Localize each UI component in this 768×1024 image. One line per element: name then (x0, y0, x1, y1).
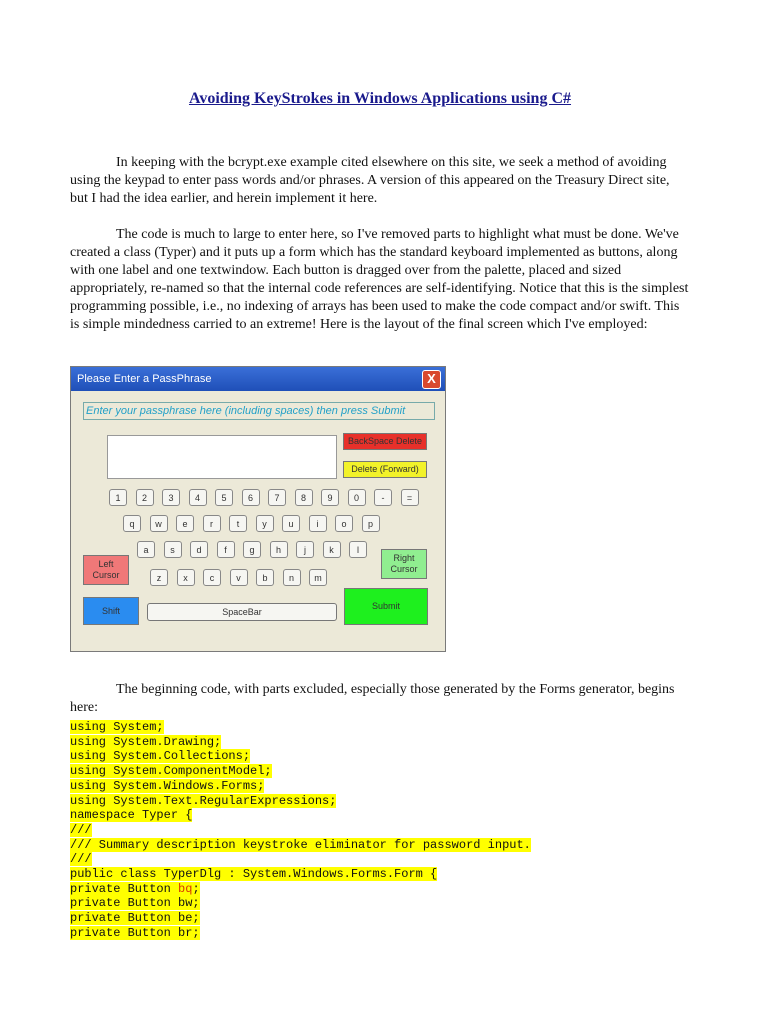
dialog-textwindow (107, 435, 337, 479)
close-icon: X (422, 370, 441, 389)
paragraph-intro: In keeping with the bcrypt.exe example cited elsewhere on this site, we seek a method of avoiding using the keypad to enter pass words and/or phrases. A version of this appeared on the Treasury Direct site, but I had the idea earlier, and herein implement it here. (70, 155, 670, 206)
key-9: 9 (321, 489, 339, 506)
backspace-button: BackSpace Delete (343, 433, 427, 450)
spacebar-button: SpaceBar (147, 603, 337, 621)
shift-button: Shift (83, 597, 139, 625)
code-line: /// (70, 822, 92, 837)
key-c: c (203, 569, 221, 586)
key-o: o (335, 515, 353, 532)
code-line: using System.Collections; (70, 749, 251, 764)
key-w: w (150, 515, 168, 532)
dialog-prompt-label: Enter your passphrase here (including spaces) then press Submit (83, 402, 435, 420)
code-line: /// Summary description keystroke eliminator for password input. (70, 837, 531, 852)
key-l: l (349, 541, 367, 558)
key-b: b (256, 569, 274, 586)
key-1: 1 (109, 489, 127, 506)
key-f: f (217, 541, 235, 558)
page-title: Avoiding KeyStrokes in Windows Applications using C# (188, 90, 572, 107)
code-line: private Button bw; (70, 896, 200, 911)
key-e: e (176, 515, 194, 532)
key-u: u (282, 515, 300, 532)
key-k: k (323, 541, 341, 558)
key-q: q (123, 515, 141, 532)
code-line: private Button bq; (70, 881, 200, 896)
left-cursor-button: Left Cursor (83, 555, 129, 585)
code-line: public class TyperDlg : System.Windows.Forms.Form { (70, 867, 438, 882)
key-a: a (137, 541, 155, 558)
code-line: using System.Windows.Forms; (70, 778, 265, 793)
code-line: using System; (70, 720, 164, 734)
code-line: using System.ComponentModel; (70, 764, 272, 779)
key-4: 4 (189, 489, 207, 506)
passphrase-dialog-image (70, 366, 446, 652)
code-line: private Button be; (70, 911, 200, 926)
key-5: 5 (215, 489, 233, 506)
dialog-title: Please Enter a PassPhrase (77, 373, 212, 385)
key-v: v (230, 569, 248, 586)
key-x: x (177, 569, 195, 586)
dialog-titlebar (71, 367, 445, 391)
key-g: g (243, 541, 261, 558)
key-n: n (283, 569, 301, 586)
paragraph-description: The code is much to large to enter here, so I've removed parts to highlight what must be done. We've created a class (Typer) and it puts up a form which has the standard keyboard implemented as buttons, along with one label and one textwindow. Each button is dragged over from the palette, placed and sized appropriately, re-named so that the internal code references are self-identifying. Notice that this is the simplest programming possible, i.e., no indexing of arrays has been used to make the code compact and/or swift. This is simple mindedness carried to an extreme! Here is the layout of the final screen which I've employed: (70, 227, 689, 332)
key-s: s (164, 541, 182, 558)
key-d: d (190, 541, 208, 558)
code-line: namespace Typer { (70, 808, 193, 823)
code-line: using System.Text.RegularExpressions; (70, 793, 337, 808)
key-8: 8 (295, 489, 313, 506)
submit-button: Submit (344, 588, 428, 625)
key-t: t (229, 515, 247, 532)
code-line: using System.Drawing; (70, 734, 222, 749)
key-h: h (270, 541, 288, 558)
key-i: i (309, 515, 327, 532)
paragraph-code-intro: The beginning code, with parts excluded, especially those generated by the Forms generator, begins here: (70, 682, 675, 715)
key-2: 2 (136, 489, 154, 506)
code-listing (70, 720, 531, 941)
key--: - (374, 489, 392, 506)
key-0: 0 (348, 489, 366, 506)
code-line: private Button br; (70, 925, 200, 940)
key-3: 3 (162, 489, 180, 506)
key-6: 6 (242, 489, 260, 506)
key-z: z (150, 569, 168, 586)
delete-forward-button: Delete (Forward) (343, 461, 427, 478)
key-r: r (203, 515, 221, 532)
right-cursor-button: Right Cursor (381, 549, 427, 579)
key-y: y (256, 515, 274, 532)
key-=: = (401, 489, 419, 506)
code-line: /// (70, 852, 92, 867)
key-m: m (309, 569, 327, 586)
key-7: 7 (268, 489, 286, 506)
key-j: j (296, 541, 314, 558)
key-p: p (362, 515, 380, 532)
